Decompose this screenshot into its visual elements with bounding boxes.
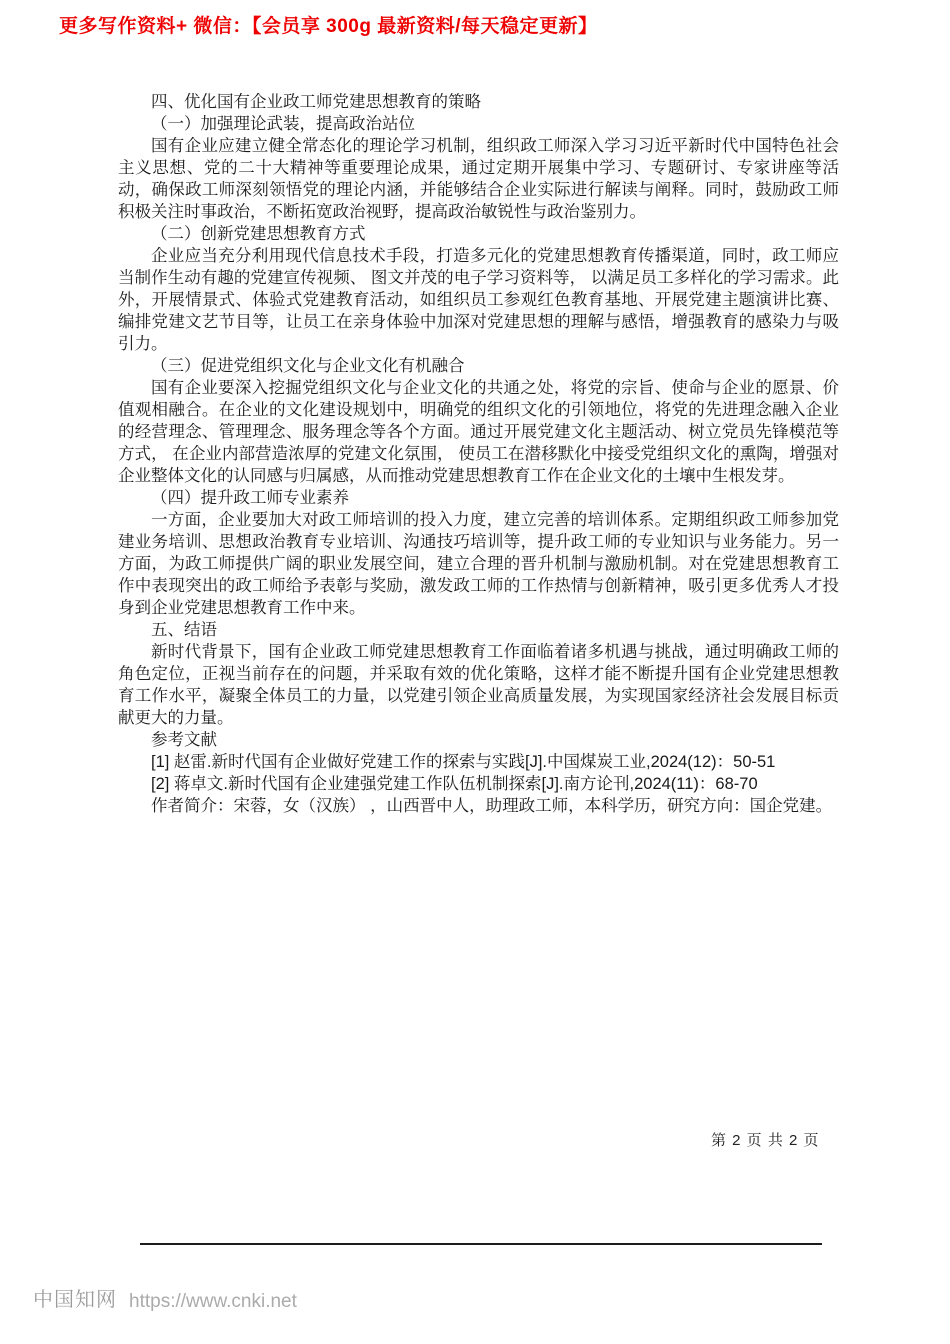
sub-heading: （二）创新党建思想教育方式 xyxy=(151,225,366,243)
body-paragraph: 企业应当充分利用现代信息技术手段，打造多元化的党建思想教育传播渠道，同时，政工师应当制作生动有趣的党建宣传视频、 图文并茂的电子学习资料等， 以满足员工多样化的学习需求。此外，开展情景式、体验式党建教育活动，如组织员工参观红色教育基地、开展党建主题演讲比赛、编排党建文艺节目等，让员工在亲身体验中加深对党建思想的理解与感悟，增强教育的感染力与吸引力。 xyxy=(118,247,839,353)
page-number: 第 2 页 共 2 页 xyxy=(711,1132,820,1149)
sub-heading: （三）促进党组织文化与企业文化有机融合 xyxy=(151,357,465,375)
body-paragraph: 国有企业要深入挖掘党组织文化与企业文化的共通之处，将党的宗旨、使命与企业的愿景、价值观相融合。在企业的文化建设规划中，明确党的组织文化的引领地位，将党的先进理念融入企业的经营理念、管理理念、服务理念等各个方面。通过开展党建文化主题活动、树立党员先锋模范等方式， 在企业内部营造浓厚的党建文化氛围， 使员工在潜移默化中接受党组织文化的熏陶，增强对企业整体文化的认同感与归属感，从而推动党建思想教育工作在企业文化的土壤中生根发芽。 xyxy=(118,379,839,485)
footer-divider-line xyxy=(140,1243,822,1245)
cnki-watermark-url: https://www.cnki.net xyxy=(129,1291,297,1312)
cnki-watermark-label: 中国知网 xyxy=(33,1289,117,1311)
reference-entry: [1] 赵雷.新时代国有企业做好党建工作的探索与实践[J].中国煤炭工业,2024(12)：50-51 xyxy=(151,753,776,771)
sub-heading: （四）提升政工师专业素养 xyxy=(151,489,349,507)
author-bio: 作者简介：宋蓉，女（汉族） ，山西晋中人，助理政工师，本科学历，研究方向：国企党建。 xyxy=(151,797,833,815)
section-heading: 五、结语 xyxy=(151,621,217,639)
promo-header-notice: 更多写作资料+ 微信：【会员享 300g 最新资料/每天稳定更新】 xyxy=(59,16,598,37)
section-heading: 四、优化国有企业政工师党建思想教育的策略 xyxy=(151,93,481,111)
reference-entry: [2] 蒋卓文.新时代国有企业建强党建工作队伍机制探索[J].南方论刊,2024(11)：68-70 xyxy=(151,775,758,793)
body-paragraph: 国有企业应建立健全常态化的理论学习机制，组织政工师深入学习习近平新时代中国特色社会主义思想、党的二十大精神等重要理论成果，通过定期开展集中学习、专题研讨、专家讲座等活动，确保政工师深刻领悟党的理论内涵，并能够结合企业实际进行解读与阐释。同时，鼓励政工师积极关注时事政治，不断拓宽政治视野，提高政治敏锐性与政治鉴别力。 xyxy=(118,137,839,221)
body-paragraph: 新时代背景下，国有企业政工师党建思想教育工作面临着诸多机遇与挑战，通过明确政工师的角色定位，正视当前存在的问题，并采取有效的优化策略，这样才能不断提升国有企业党建思想教育工作水平，凝聚全体员工的力量，以党建引领企业高质量发展，为实现国家经济社会发展目标贡献更大的力量。 xyxy=(118,643,839,727)
sub-heading: （一）加强理论武装，提高政治站位 xyxy=(151,115,415,133)
body-paragraph: 一方面，企业要加大对政工师培训的投入力度，建立完善的培训体系。定期组织政工师参加党建业务培训、思想政治教育专业培训、沟通技巧培训等，提升政工师的专业知识与业务能力。另一方面，为政工师提供广阔的职业发展空间，建立合理的晋升机制与激励机制。对在党建思想教育工作中表现突出的政工师给予表彰与奖励，激发政工师的工作热情与创新精神，吸引更多优秀人才投身到企业党建思想教育工作中来。 xyxy=(118,511,839,617)
article-body xyxy=(118,91,839,817)
references-heading: 参考文献 xyxy=(151,731,217,749)
